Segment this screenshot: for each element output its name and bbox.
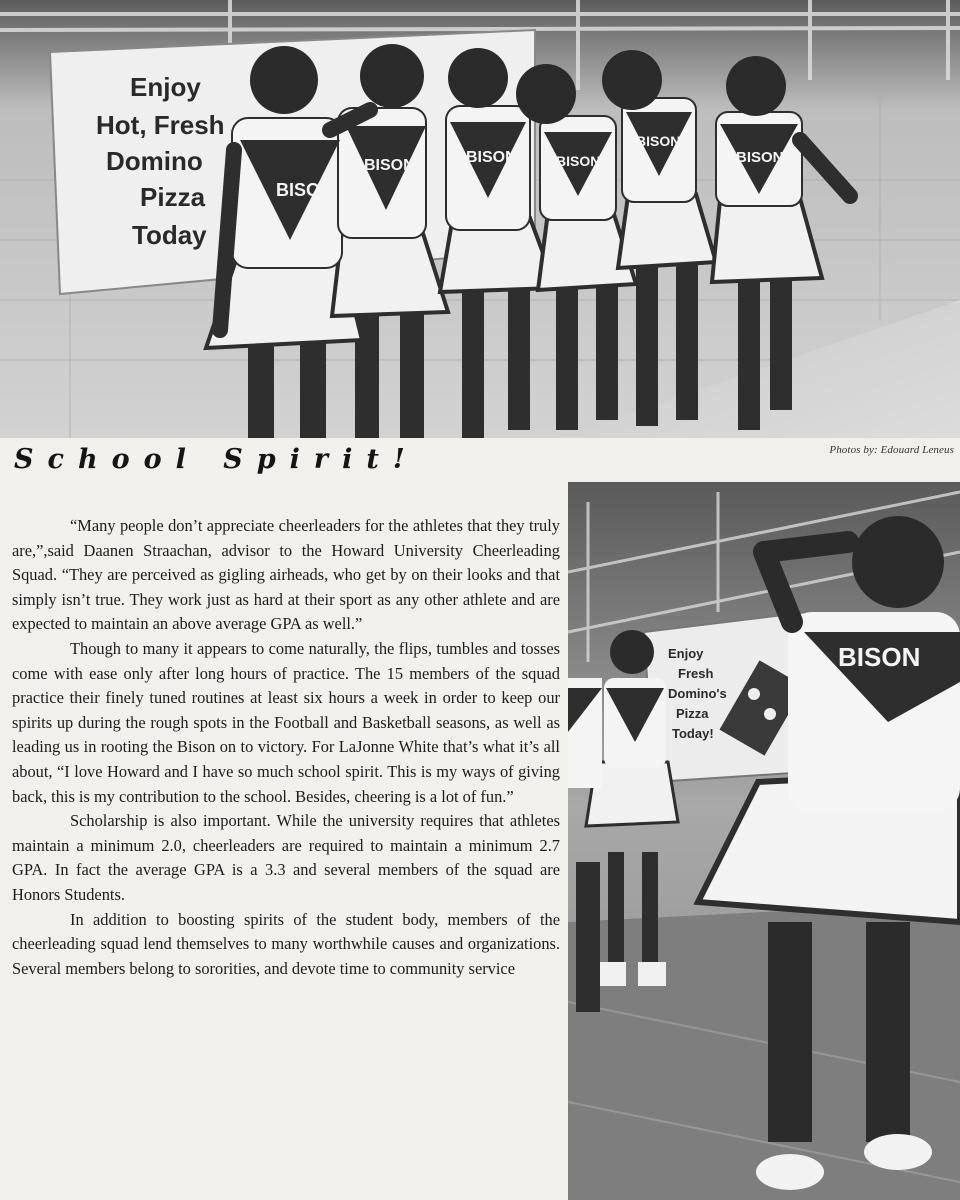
page-title: School Spirit!: [14, 444, 419, 475]
uniform-letters-6: BISON: [736, 149, 784, 166]
side-banner-line-2: Fresh: [678, 666, 714, 681]
uniform-letters-3: BISON: [466, 149, 517, 166]
uniform-letters-1: BISON: [276, 180, 334, 200]
fg-uniform-letters: BISON: [838, 642, 921, 672]
cheerleader-dance-photo: [568, 482, 960, 1200]
side-photo: [568, 482, 960, 1200]
side-banner-line-3: Domino's: [668, 686, 727, 701]
top-photo: [0, 0, 960, 438]
article-body: [12, 514, 560, 1200]
banner-line-3: Domino: [106, 146, 203, 176]
article-paragraph: Though to many it appears to come naturally, the flips, tumbles and tosses come with ease only after long hours of practice. The 15 members of the squad practice their finely tuned routines at least six hours a week in order to keep our spirits up during the rough spots in the Football and Basketball seasons, as well as leading us in rooting the Bison on to victory. For LaJonne White that’s what it’s all about, “I love Howard and I have so much school spirit. This is my ways of giving back, this is my contribution to the school. Besides, cheering is a lot of fun.”: [12, 638, 560, 806]
side-banner-line-4: Pizza: [676, 706, 709, 721]
uniform-letters-4: BISON: [556, 153, 601, 169]
side-banner-line-5: Today!: [672, 726, 714, 741]
photo-credit: Photos by: Edouard Leneus: [829, 444, 954, 456]
banner-line-5: Today: [132, 220, 207, 250]
cheerleaders-line-photo: [0, 0, 960, 438]
banner-line-1: Enjoy: [130, 72, 201, 102]
article-paragraph: Scholarship is also important. While the university requires that athletes maintain a minimum 2.0, cheerleaders are required to maintain a minimum 2.7 GPA. In fact the average GPA is a 3.3 and several members of the squad are Honors Students.: [12, 811, 560, 904]
uniform-letters-5: BISON: [636, 133, 681, 149]
banner-line-2: Hot, Fresh: [96, 110, 225, 140]
article-paragraph: “Many people don’t appreciate cheerleaders for the athletes that they truly are,”,said Daanen Straachan, advisor to the Howard University Cheerleading Squad. “They are perceived as gigling airheads, who get by on their looks and that simply isn’t true. They work just as hard at their sport as any other athlete and are expected to maintain an above average GPA as well.”: [12, 516, 560, 634]
cheerleader-figures: [206, 44, 850, 438]
side-banner-line-1: Enjoy: [668, 646, 704, 661]
banner-line-4: Pizza: [140, 182, 206, 212]
article-paragraph: In addition to boosting spirits of the student body, members of the cheerleading squad lend themselves to many worthwhile causes and organizations. Several members belong to sororities, and devote time to community service: [12, 909, 560, 978]
uniform-letters-2: BISON: [364, 157, 415, 174]
